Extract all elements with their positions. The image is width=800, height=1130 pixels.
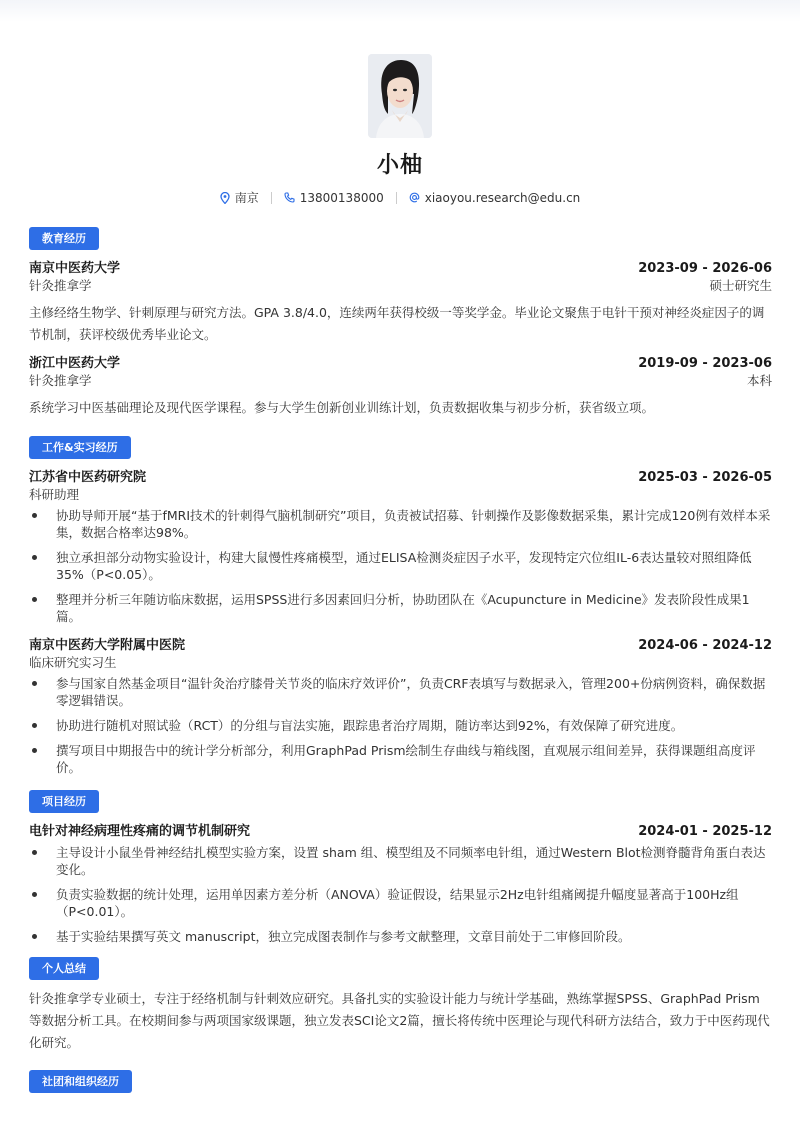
role: 临床研究实习生 (29, 655, 117, 670)
work-entry (29, 469, 772, 625)
list-item: 基于实验结果撰写英文 manuscript，独立完成图表制作与参考文献整理，文章目前处于二审修回阶段。 (29, 928, 772, 945)
entry-description: 主修经络生物学、针刺原理与研究方法。GPA 3.8/4.0，连续两年获得校级一等奖学金。毕业论文聚焦于电针干预对神经炎症因子的调节机制，获评校级优秀毕业论文。 (29, 305, 765, 342)
contact-divider (271, 192, 272, 204)
entry-dates: 2024-06 - 2024-12 (638, 638, 772, 653)
education-entry (29, 355, 772, 419)
at-icon (409, 192, 420, 203)
entry-dates: 2025-03 - 2026-05 (638, 470, 772, 485)
avatar (368, 54, 432, 138)
section-title-projects: 项目经历 (29, 790, 99, 813)
list-item: 整理并分析三年随访临床数据，运用SPSS进行多因素回归分析，协助团队在《Acupuncture in Medicine》发表阶段性成果1篇。 (29, 591, 772, 625)
list-item: 独立承担部分动物实验设计，构建大鼠慢性疼痛模型，通过ELISA检测炎症因子水平，发现特定穴位组IL-6表达量较对照组降低35%（P<0.05）。 (29, 549, 772, 583)
top-bar (0, 0, 800, 22)
candidate-name: 小柚 (376, 153, 423, 178)
role: 科研助理 (29, 487, 80, 502)
section-title-education: 教育经历 (29, 227, 99, 250)
location-pin-icon (220, 192, 230, 204)
education-entry (29, 260, 772, 346)
contact-phone (284, 191, 384, 205)
phone-icon (284, 192, 295, 203)
contact-info (0, 189, 800, 206)
contact-divider (396, 192, 397, 204)
organization-name: 南京中医药大学附属中医院 (29, 638, 186, 653)
school-name: 浙江中医药大学 (29, 356, 121, 371)
location-text: 南京 (234, 191, 259, 205)
list-item: 协助导师开展“基于fMRI技术的针刺得气脑机制研究”项目，负责被试招募、针刺操作及影像数据采集，累计完成120例有效样本采集，数据合格率达98%。 (29, 507, 772, 541)
work-entry (29, 637, 772, 776)
resume-header (0, 54, 800, 206)
bullet-list (29, 844, 772, 945)
entry-dates: 2023-09 - 2026-06 (638, 261, 772, 276)
project-title: 电针对神经病理性疼痛的调节机制研究 (29, 824, 251, 839)
section-title-organizations: 社团和组织经历 (29, 1070, 132, 1093)
school-name: 南京中医药大学 (29, 261, 121, 276)
list-item: 主导设计小鼠坐骨神经结扎模型实验方案，设置 sham 组、模型组及不同频率电针组，通过Western Blot检测脊髓背角蛋白表达变化。 (29, 844, 772, 878)
contact-location (220, 189, 259, 206)
major: 针灸推拿学 (29, 278, 92, 293)
summary-text: 针灸推拿学专业硕士，专注于经络机制与针刺效应研究。具备扎实的实验设计能力与统计学基础，熟练掌握SPSS、GraphPad Prism等数据分析工具。在校期间参与两项国家级课题，独立发表SCI论文2篇，擅长将传统中医理论与现代科研方法结合，致力于中医药现代化研究。 (29, 991, 770, 1050)
list-item: 参与国家自然基金项目“温针灸治疗膝骨关节炎的临床疗效评价”，负责CRF表填写与数据录入，管理200+份病例资料，确保数据零逻辑错误。 (29, 675, 772, 709)
contact-email (409, 191, 581, 205)
resume-content (0, 227, 800, 1093)
project-entry (29, 823, 772, 945)
entry-dates: 2024-01 - 2025-12 (638, 824, 772, 839)
bullet-list (29, 675, 772, 776)
major: 针灸推拿学 (29, 373, 92, 388)
phone-text[interactable]: 13800138000 (299, 190, 384, 205)
organization-name: 江苏省中医药研究院 (29, 470, 147, 485)
degree: 本科 (746, 373, 772, 388)
list-item: 协助进行随机对照试验（RCT）的分组与盲法实施，跟踪患者治疗周期，随访率达到92%，有效保障了研究进度。 (29, 717, 772, 734)
entry-dates: 2019-09 - 2023-06 (638, 356, 772, 371)
entry-description: 系统学习中医基础理论及现代医学课程。参与大学生创新创业训练计划，负责数据收集与初步分析，获省级立项。 (29, 400, 655, 415)
list-item: 撰写项目中期报告中的统计学分析部分，利用GraphPad Prism绘制生存曲线与箱线图，直观展示组间差异，获得课题组高度评价。 (29, 742, 772, 776)
section-title-work: 工作&实习经历 (29, 436, 131, 459)
bullet-list (29, 507, 772, 625)
section-title-summary: 个人总结 (29, 957, 99, 980)
list-item: 负责实验数据的统计处理，运用单因素方差分析（ANOVA）验证假设，结果显示2Hz电针组痛阈提升幅度显著高于100Hz组（P<0.01）。 (29, 886, 772, 920)
degree: 硕士研究生 (709, 278, 772, 293)
email-text[interactable]: xiaoyou.research@edu.cn (424, 190, 581, 205)
